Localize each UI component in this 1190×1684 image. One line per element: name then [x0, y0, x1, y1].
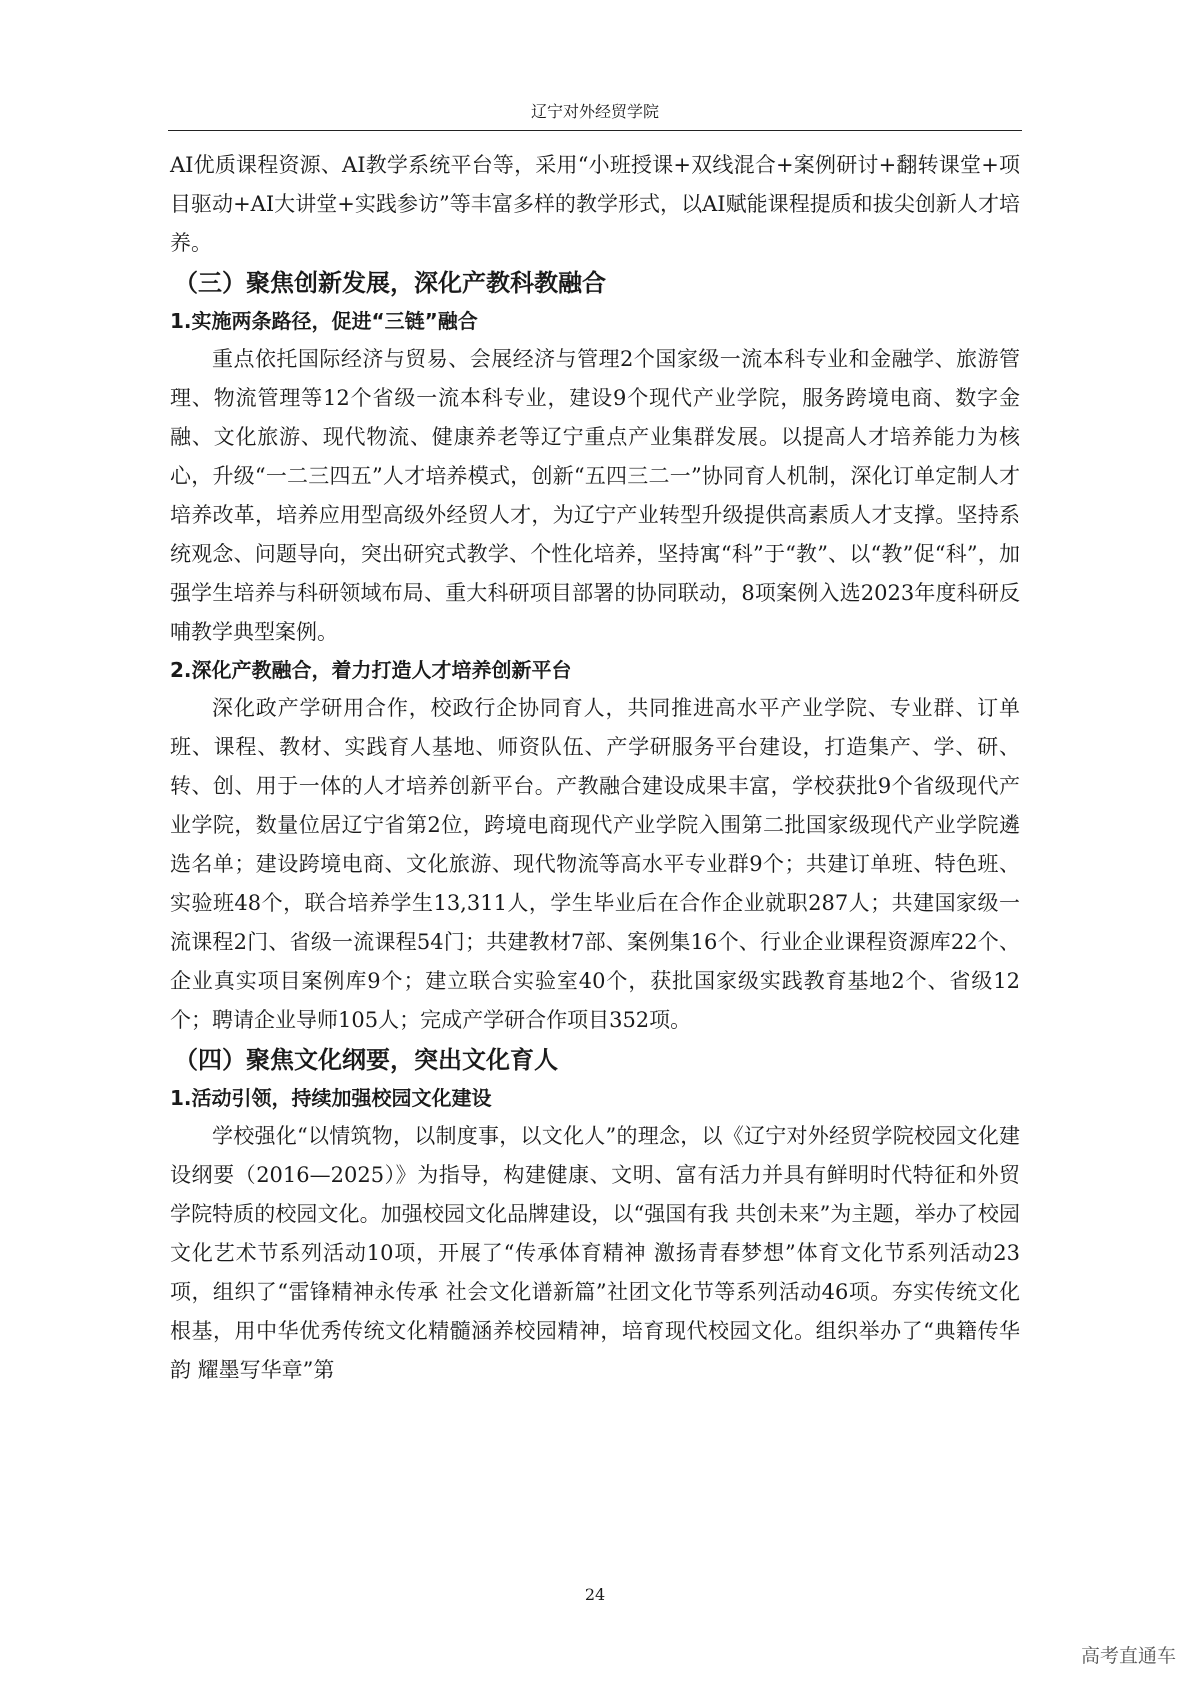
section-heading-4: （四）聚焦文化纲要，突出文化育人 [174, 1046, 558, 1074]
paragraph-ai-courses: AI优质课程资源、AI教学系统平台等，采用“小班授课+双线混合+案例研讨+翻转课堂+项目驱动+AI大讲堂+实践参访”等丰富多样的教学形式，以AI赋能课程提质和拔尖创新人才培养。 [170, 153, 1020, 255]
document-body [170, 146, 1020, 1390]
page-number: 24 [584, 1585, 606, 1604]
section-heading-3: （三）聚焦创新发展，深化产教科教融合 [174, 269, 606, 297]
subheading-industry-education: 2.深化产教融合，着力打造人才培养创新平台 [170, 658, 572, 682]
watermark-text: 高考直通车 [1080, 1645, 1176, 1667]
header-title: 辽宁对外经贸学院 [530, 102, 659, 121]
paragraph-two-paths: 重点依托国际经济与贸易、会展经济与管理2个国家级一流本科专业和金融学、旅游管理、物流管理等12个省级一流本科专业，建设9个现代产业学院，服务跨境电商、数字金融、文化旅游、现代物流、健康养老等辽宁重点产业集群发展。以提高人才培养能力为核心，升级“一二三四五”人才培养模式，创新“五四三二一”协同育人机制，深化订单定制人才培养改革，培养应用型高级外经贸人才，为辽宁产业转型升级提供高素质人才支撑。坚持系统观念、问题导向，突出研究式教学、个性化培养，坚持寓“科”于“教”、以“教”促“科”，加强学生培养与科研领域布局、重大科研项目部署的协同联动，8项案例入选2023年度科研反哺教学典型案例。 [170, 347, 1020, 644]
subheading-two-paths: 1.实施两条路径，促进“三链”融合 [170, 309, 478, 333]
subheading-campus-culture: 1.活动引领，持续加强校园文化建设 [170, 1086, 492, 1110]
paragraph-industry-education: 深化政产学研用合作，校政行企协同育人，共同推进高水平产业学院、专业群、订单班、课程、教材、实践育人基地、师资队伍、产学研服务平台建设，打造集产、学、研、转、创、用于一体的人才培养创新平台。产教融合建设成果丰富，学校获批9个省级现代产业学院，数量位居辽宁省第2位，跨境电商现代产业学院入围第二批国家级现代产业学院遴选名单；建设跨境电商、文化旅游、现代物流等高水平专业群9个；共建订单班、特色班、实验班48个，联合培养学生13,311人，学生毕业后在合作企业就职287人；共建国家级一流课程2门、省级一流课程54门；共建教材7部、案例集16个、行业企业课程资源库22个、企业真实项目案例库9个；建立联合实验室40个，获批国家级实践教育基地2个、省级12个；聘请企业导师105人；完成产学研合作项目352项。 [170, 696, 1020, 1032]
paragraph-campus-culture: 学校强化“以情筑物，以制度事，以文化人”的理念，以《辽宁对外经贸学院校园文化建设纲要（2016—2025）》为指导，构建健康、文明、富有活力并具有鲜明时代特征和外贸学院特质的校园文化。加强校园文化品牌建设，以“强国有我 共创未来”为主题，举办了校园文化艺术节系列活动10项，开展了“传承体育精神 激扬青春梦想”体育文化节系列活动23项，组织了“雷锋精神永传承 社会文化谱新篇”社团文化节等系列活动46项。夯实传统文化根基，用中华优秀传统文化精髓涵养校园精神，培育现代校园文化。组织举办了“典籍传华韵 耀墨写华章”第 [170, 1124, 1020, 1382]
page-header [168, 100, 1022, 131]
